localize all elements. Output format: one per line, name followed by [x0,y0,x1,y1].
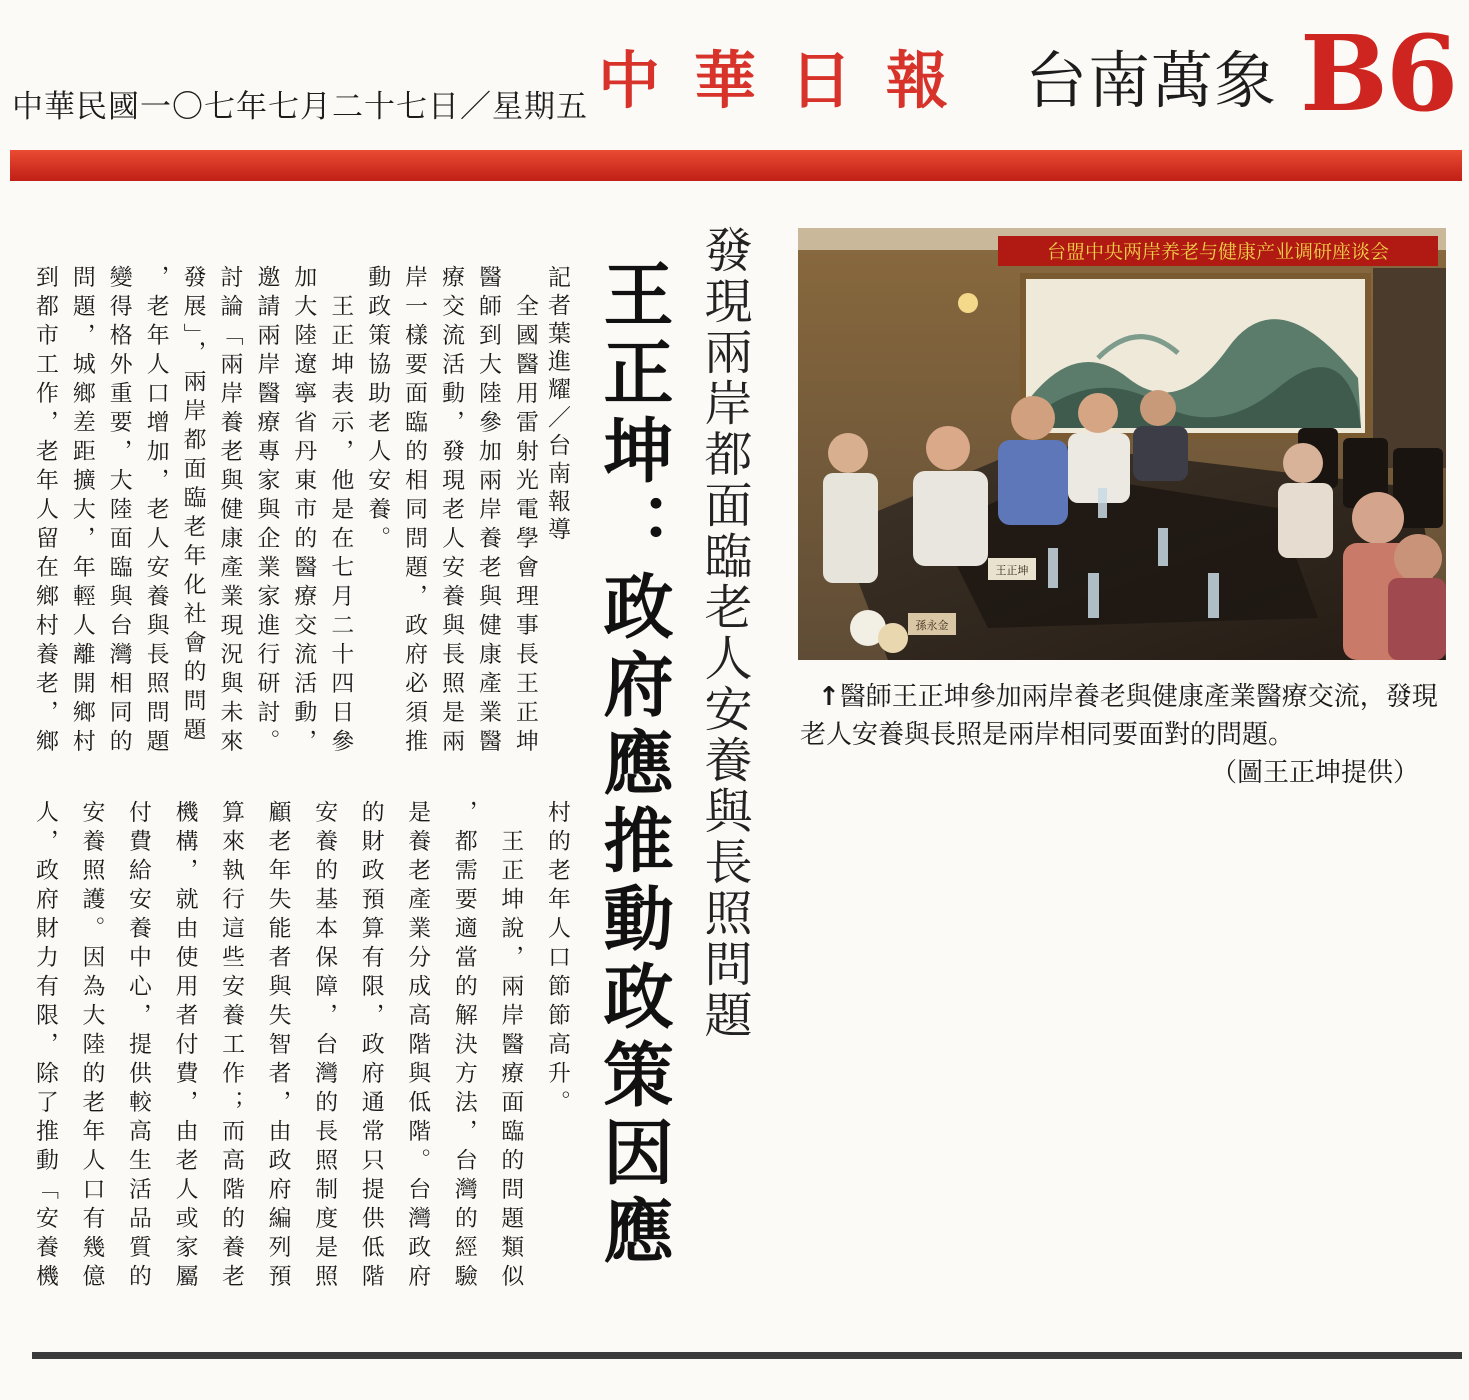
article-subheadline: 發現兩岸都面臨老人安養與長照問題 [696,225,752,1041]
caption-text: 醫師王正坤參加兩岸養老與健康產業醫療交流，發現老人安養與長照是兩岸相同要面對的問題。 [800,682,1438,750]
photo-caption [800,678,1455,792]
body-column: 安養的基本保障，台灣的長照制度是照 [311,800,338,1293]
section-title: 台南萬象 [1025,44,1278,117]
body-column: 安養照護。因為大陸的老年人口有幾億 [78,800,105,1293]
body-column: 加大陸遼寧省丹東市的醫療交流活動， [290,265,317,758]
issue-date: 中華民國一〇七年七月二十七日／星期五 [12,89,588,125]
body-column: 是養老產業分成高階與低階。台灣政府 [404,800,431,1293]
page-number: B6 [1300,12,1457,135]
body-column: 顧老年失能者與失智者，由政府編列預 [264,800,291,1293]
body-column: 討論「兩岸養老與健康產業現況與未來 [216,265,243,758]
body-column: 王正坤說，兩岸醫療面臨的問題類似 [497,800,524,1293]
newspaper-name: 中華日報 [598,44,983,117]
body-column: 人，政府財力有限，除了推動「安養機 [31,800,58,1293]
body-column: 到都市工作，老年人留在鄉村養老，鄉 [31,265,58,758]
body-column: 發展」，兩岸都面臨老年化社會的問題 [179,265,206,747]
body-column: ，都需要適當的解決方法，台灣的經驗 [450,800,477,1293]
body-column: 王正坤表示，他是在七月二十四日參 [327,265,354,758]
body-column: 醫師到大陸參加兩岸養老與健康產業醫 [474,265,501,758]
body-column: 村的老年人口節節高升。 [543,800,570,1119]
news-photo [798,228,1446,660]
photo-credit: （圖王正坤提供） [1210,758,1419,788]
body-column: 機構，就由使用者付費，由老人或家屬 [171,800,198,1293]
masthead-red-bar [10,150,1462,181]
body-column: 動政策協助老人安養。 [364,265,391,555]
up-arrow-icon: ↑ [818,682,840,712]
body-column: 全國醫用雷射光電學會理事長王正坤 [511,265,538,758]
body-column: 算來執行這些安養工作；而高階的養老 [218,800,245,1293]
body-column: 岸一樣要面臨的相同問題，政府必須推 [401,265,428,758]
bottom-rule [32,1352,1462,1359]
photo-nameplate: 孫永金 [915,619,949,632]
photo-banner-text: 台盟中央两岸养老与健康产业调研座谈会 [1046,241,1390,263]
body-column: 邀請兩岸醫療專家與企業家進行研討。 [253,265,280,758]
photo-nameplate: 王正坤 [995,564,1029,577]
article-byline: 記者葉進耀／台南報導 [544,265,570,545]
body-column: 療交流活動，發現老人安養與長照是兩 [438,265,465,758]
body-column: 付費給安養中心，提供較高生活品質的 [124,800,151,1293]
article-headline: 王正坤：政府應推動政策因應 [592,258,674,1272]
body-column: ，老年人口增加，老人安養與長照問題 [142,265,169,758]
body-column: 問題，城鄉差距擴大，年輕人離開鄉村 [68,265,95,758]
body-column: 的財政預算有限，政府通常只提供低階 [357,800,384,1293]
body-column: 變得格外重要，大陸面臨與台灣相同的 [105,265,132,758]
